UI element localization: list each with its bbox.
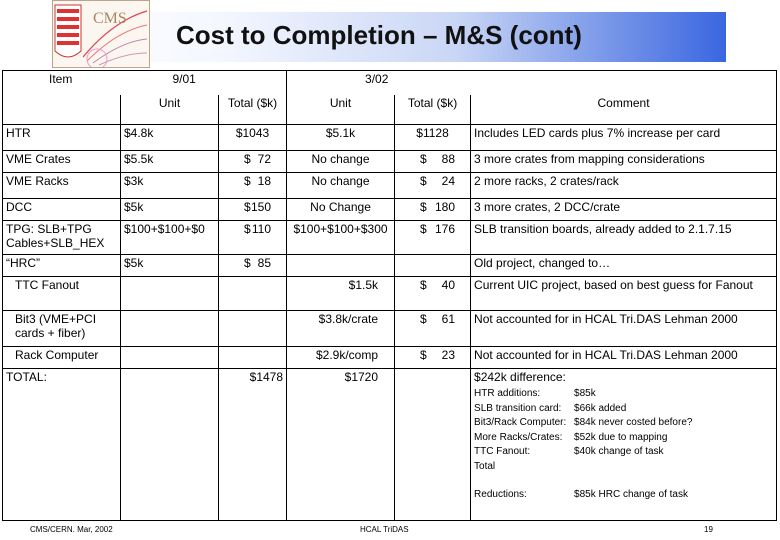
- total-a-cell: $ 72: [219, 151, 287, 173]
- unit-a-header: Unit: [121, 95, 219, 125]
- total-a-header: Total ($k): [219, 95, 287, 125]
- comment-cell: Includes LED cards plus 7% increase per card: [471, 125, 777, 151]
- unit-b-cell: [287, 255, 395, 277]
- table-row: [3, 255, 777, 277]
- reductions-line: Reductions: $85k HRC change of task: [474, 489, 688, 500]
- unit-b-cell: $3.8k/crate: [287, 311, 395, 347]
- total-a-cell: $ 18: [219, 173, 287, 199]
- total-a-cell: [219, 347, 287, 369]
- unit-b-cell: $5.1k: [287, 125, 395, 151]
- note-line: SLB transition card: $66k added: [474, 402, 627, 414]
- difference-heading: $242k difference:: [474, 370, 566, 384]
- total-a-cell: [219, 277, 287, 311]
- table-row: [3, 199, 777, 221]
- note-line: More Racks/Crates: $52k due to mapping: [474, 431, 668, 443]
- unit-a-cell: $5k: [121, 199, 219, 221]
- header-row-1: [3, 71, 777, 95]
- total-b-cell: $ 88: [395, 151, 471, 173]
- total-b-cell: $ 24: [395, 173, 471, 199]
- unit-b-cell: No Change: [287, 199, 395, 221]
- item-cell: TPG: SLB+TPG Cables+SLB_HEX: [3, 221, 121, 255]
- total-b-cell: $1128: [395, 125, 471, 151]
- unit-b-cell: $100+$100+$300: [287, 221, 395, 255]
- comment-cell: SLB transition boards, already added to 2.1.7.15: [471, 221, 777, 255]
- comment-cell: 3 more crates from mapping considerations: [471, 151, 777, 173]
- note-line: Bit3/Rack Computer: $84k never costed before?: [474, 417, 693, 428]
- cost-table: [2, 70, 777, 521]
- table-row: [3, 151, 777, 173]
- comment-cell: Not accounted for in HCAL Tri.DAS Lehman 2000: [471, 347, 777, 369]
- item-cell: “HRC”: [3, 255, 121, 277]
- item-cell: Bit3 (VME+PCI cards + fiber): [3, 311, 121, 347]
- comment-header: Comment: [471, 95, 777, 125]
- period-b-header: 3/02: [287, 71, 471, 95]
- unit-b-header: Unit: [287, 95, 395, 125]
- total-b-header: Total ($k): [395, 95, 471, 125]
- comment-cell: Not accounted for in HCAL Tri.DAS Lehman 2000: [471, 311, 777, 347]
- table-row: [3, 125, 777, 151]
- total-b-cell: $ 61: [395, 311, 471, 347]
- total-a-value: $1478: [219, 369, 287, 521]
- table-row: [3, 173, 777, 199]
- total-a-cell: [219, 311, 287, 347]
- table-row: [3, 311, 777, 347]
- item-cell: VME Crates: [3, 151, 121, 173]
- unit-a-cell: $5.5k: [121, 151, 219, 173]
- footer-center: HCAL TriDAS: [360, 525, 409, 534]
- total-label: TOTAL:: [3, 369, 121, 521]
- period-a-header: 9/01: [121, 71, 287, 95]
- unit-a-cell: [121, 311, 219, 347]
- item-cell: Rack Computer: [3, 347, 121, 369]
- total-b-cell: [395, 255, 471, 277]
- cms-logo: [52, 0, 150, 68]
- unit-a-cell: $4.8k: [121, 125, 219, 151]
- total-a-cell: $ 110: [219, 221, 287, 255]
- total-b-cell: $ 180: [395, 199, 471, 221]
- unit-a-cell: $5k: [121, 255, 219, 277]
- total-row: [3, 369, 777, 521]
- unit-b-cell: No change: [287, 173, 395, 199]
- table-row: [3, 277, 777, 311]
- unit-b-cell: No change: [287, 151, 395, 173]
- total-b-cell: $ 40: [395, 277, 471, 311]
- page-title: Cost to Completion – M&S (cont): [176, 20, 582, 50]
- item-header: Item: [3, 71, 121, 95]
- footer-left: CMS/CERN. Mar, 2002: [30, 525, 113, 534]
- difference-notes: [471, 369, 777, 521]
- total-a-cell: $ 150: [219, 199, 287, 221]
- total-a-cell: $ 85: [219, 255, 287, 277]
- unit-a-cell: $3k: [121, 173, 219, 199]
- item-cell: HTR: [3, 125, 121, 151]
- note-line: HTR additions: $85k: [474, 388, 596, 399]
- comment-cell: Current UIC project, based on best guess for Fanout: [471, 277, 777, 311]
- note-line: TTC Fanout: $40k change of task: [474, 446, 664, 457]
- table-row: [3, 347, 777, 369]
- unit-a-cell: [121, 347, 219, 369]
- item-cell: DCC: [3, 199, 121, 221]
- comment-cell: 2 more racks, 2 crates/rack: [471, 173, 777, 199]
- item-cell: TTC Fanout: [3, 277, 121, 311]
- unit-a-cell: $100+$100+$0: [121, 221, 219, 255]
- comment-cell: Old project, changed to…: [471, 255, 777, 277]
- unit-a-cell: [121, 277, 219, 311]
- difference-breakdown: [474, 387, 773, 503]
- unit-b-cell: $1.5k: [287, 277, 395, 311]
- unit-b-cell: $2.9k/comp: [287, 347, 395, 369]
- page-number: 19: [704, 525, 713, 534]
- total-b-value: $1720: [287, 369, 395, 521]
- item-cell: VME Racks: [3, 173, 121, 199]
- header-row-2: [3, 95, 777, 125]
- note-line: Total: [474, 460, 496, 472]
- comment-cell: 3 more crates, 2 DCC/crate: [471, 199, 777, 221]
- total-b-cell: $ 23: [395, 347, 471, 369]
- total-b-cell: $ 176: [395, 221, 471, 255]
- svg-text:CMS: CMS: [93, 10, 127, 27]
- total-a-cell: $1043: [219, 125, 287, 151]
- table-row: [3, 221, 777, 255]
